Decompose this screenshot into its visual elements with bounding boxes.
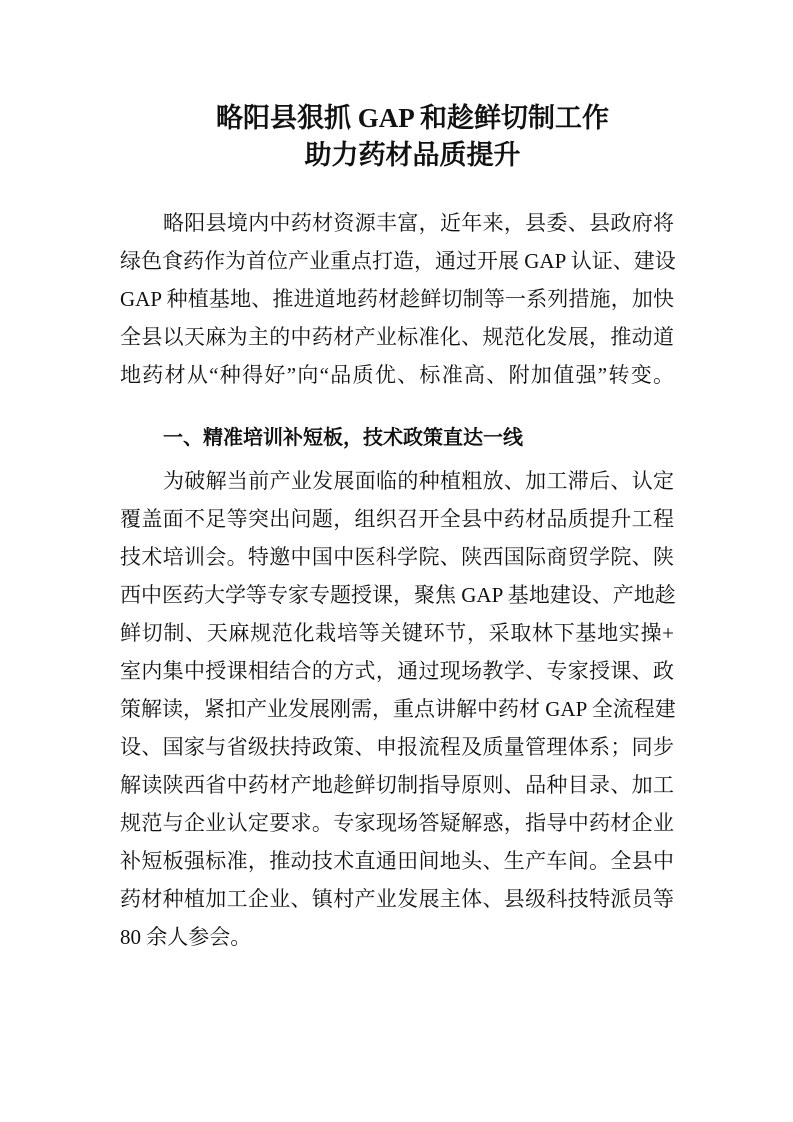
paragraph-line: 西中医药大学等专家专题授课，聚焦 GAP 基地建设、产地趁 [120,583,676,607]
paragraph-line: 为破解当前产业发展面临的种植粗放、加工滞后、认定 [163,469,674,493]
paragraph-line: GAP 种植基地、推进道地药材趁鲜切制等一系列措施，加快 [120,287,674,311]
section-1 [120,419,674,956]
paragraph-line: 补短板强标准，推动技术直通田间地头、生产车间。全县中 [120,849,674,873]
paragraph-line: 技术培训会。特邀中国中医科学院、陕西国际商贸学院、陕 [120,545,674,569]
section-1-paragraph [120,462,674,956]
paragraph-line: 设、国家与省级扶持政策、申报流程及质量管理体系；同步 [120,735,674,759]
document-title-line-2: 助力药材品质提升 [304,140,521,170]
paragraph-line: 地药材从“种得好”向“品质优、标准高、附加值强”转变。 [120,363,674,387]
paragraph-line: 全县以天麻为主的中药材产业标准化、规范化发展，推动道 [120,325,674,349]
paragraph-line: 药材种植加工企业、镇村产业发展主体、县级科技特派员等 [120,887,674,911]
paragraph-line: 解读陕西省中药材产地趁鲜切制指导原则、品种目录、加工 [120,773,674,797]
section-heading: 一、精准培训补短板，技术政策直达一线 [163,427,523,449]
intro-paragraph [120,204,674,394]
paragraph-line: 室内集中授课相结合的方式，通过现场教学、专家授课、政 [120,659,674,683]
paragraph-line: 策解读，紧扣产业发展刚需，重点讲解中药材 GAP 全流程建 [120,697,676,721]
paragraph-line: 80 余人参会。 [120,925,252,949]
document-title-line-1: 略阳县狠抓 GAP 和趁鲜切制工作 [215,103,609,133]
paragraph-line: 规范与企业认定要求。专家现场答疑解惑，指导中药材企业 [120,811,674,835]
paragraph-line: 覆盖面不足等突出问题，组织召开全县中药材品质提升工程 [120,507,674,531]
paragraph-line: 略阳县境内中药材资源丰富，近年来，县委、县政府将 [163,211,674,235]
paragraph-line: 绿色食药作为首位产业重点打造，通过开展 GAP 认证、建设 [120,249,676,273]
paragraph-line: 鲜切制、天麻规范化栽培等关键环节，采取林下基地实操+ [120,621,674,645]
